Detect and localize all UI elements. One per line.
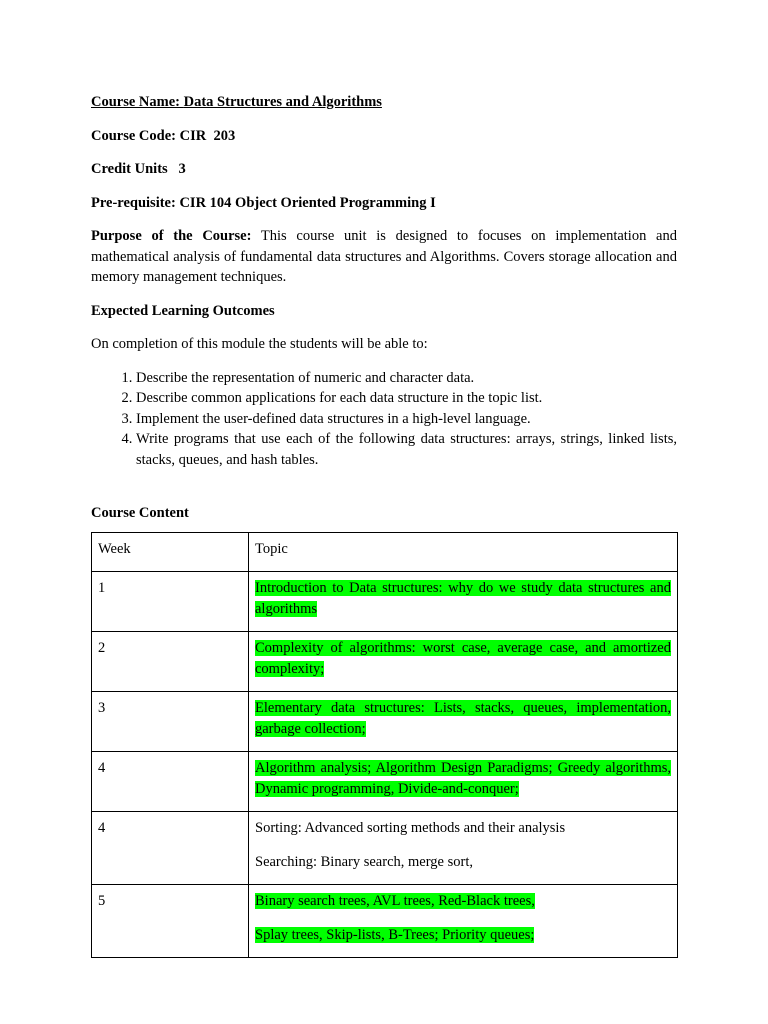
table-row (92, 752, 678, 812)
outcome-item: 2. Describe common applications for each data structure in the topic list. (136, 388, 677, 409)
topic-cell (249, 572, 678, 632)
table-row (92, 632, 678, 692)
week-column-header: Week (92, 532, 249, 572)
course-code-value: CIR 203 (179, 127, 236, 144)
outcome-item: 4. Write programs that use each of the following data structures: arrays, strings, linked lists, stacks, queues, and hash tables. (136, 429, 677, 470)
topic-text: Algorithm analysis; Algorithm Design Paradigms; Greedy algorithms, Dynamic programming, Divide-and-conquer; (255, 760, 671, 797)
table-row (92, 692, 678, 752)
course-name-label: Course Name: (91, 94, 180, 110)
purpose-text: This course unit is designed to focuses on implementation and mathematical analysis of fundamental data structures and Algorithms. Covers storage allocation and memory management techniques. (91, 228, 677, 285)
topic-text: Complexity of algorithms: worst case, average case, and amortized complexity; (255, 640, 671, 677)
topic-text: Introduction to Data structures: why do we study data structures and algorithms (255, 580, 671, 617)
table-row (92, 885, 678, 958)
course-name-line (91, 92, 677, 113)
topic-text: Elementary data structures: Lists, stacks, queues, implementation, garbage collection; (255, 700, 671, 737)
credit-units-label: Credit Units (91, 161, 168, 177)
table-row (92, 572, 678, 632)
prerequisite-label: Pre-requisite: (91, 194, 176, 211)
credit-units-line (91, 159, 677, 180)
outcomes-heading: Expected Learning Outcomes (91, 302, 275, 319)
outcome-item: 3. Implement the user-defined data structures in a high-level language. (136, 409, 677, 430)
prerequisite-line (91, 193, 677, 214)
course-code-line (91, 126, 677, 147)
topic-cell (249, 692, 678, 752)
prerequisite-value: CIR 104 Object Oriented Programming I (179, 194, 436, 211)
topic-cell (249, 885, 678, 958)
outcomes-list (91, 368, 677, 471)
topic-text: Splay trees, Skip-lists, B-Trees; Priority queues; (255, 926, 535, 943)
week-cell: 4 (92, 752, 249, 812)
topic-column-header: Topic (249, 532, 678, 572)
outcomes-intro: On completion of this module the students will be able to: (91, 336, 428, 352)
topic-text: Searching: Binary search, merge sort, (255, 853, 473, 870)
topic-cell (249, 752, 678, 812)
purpose-label: Purpose of the Course: (91, 228, 252, 244)
course-content-heading: Course Content (91, 505, 189, 521)
purpose-paragraph (91, 226, 677, 288)
topic-text: Sorting: Advanced sorting methods and their analysis (255, 820, 566, 836)
week-cell: 3 (92, 692, 249, 752)
week-cell: 2 (92, 632, 249, 692)
document-content (91, 92, 677, 958)
table-header-row (92, 532, 678, 572)
course-code-label: Course Code: (91, 127, 176, 144)
week-cell: 5 (92, 885, 249, 958)
week-cell: 1 (92, 572, 249, 632)
table-row (92, 812, 678, 885)
credit-units-value: 3 (178, 161, 186, 177)
outcome-item: 1. Describe the representation of numeric and character data. (136, 368, 677, 389)
section-spacer (91, 470, 677, 503)
topic-cell (249, 812, 678, 885)
course-name-value: Data Structures and Algorithms (183, 94, 382, 110)
topic-text: Binary search trees, AVL trees, Red-Black trees, (255, 893, 535, 909)
course-content-table (91, 532, 678, 959)
week-cell: 4 (92, 812, 249, 885)
topic-cell (249, 632, 678, 692)
